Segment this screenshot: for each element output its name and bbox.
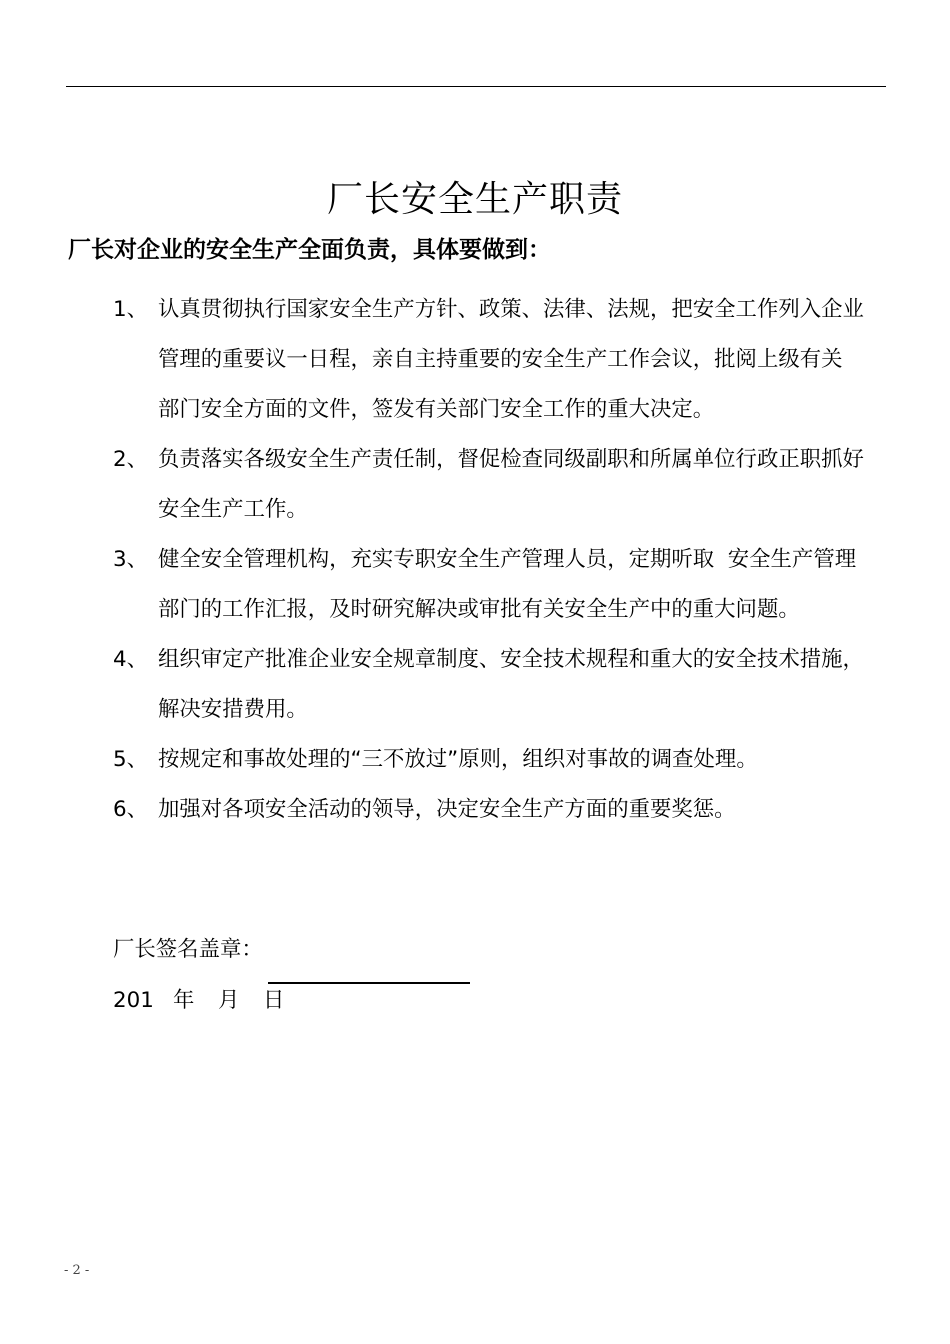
date-day-unit: 日 bbox=[263, 988, 285, 1013]
duty-item-6 bbox=[113, 785, 888, 835]
duty-text-line: 安全生产工作。 bbox=[158, 497, 308, 522]
duty-text-line: 解决安措费用。 bbox=[158, 697, 308, 722]
duty-item-2 bbox=[113, 435, 888, 535]
duty-number: 6、 bbox=[113, 797, 149, 822]
page-number: - 2 - bbox=[64, 1263, 90, 1278]
duty-number: 3、 bbox=[113, 547, 149, 572]
signature-label: 厂长签名盖章： bbox=[113, 937, 263, 962]
duty-text-line: 认真贯彻执行国家安全生产方针、政策、法律、法规，把安全工作列入企业 bbox=[158, 297, 864, 322]
date-row bbox=[113, 983, 284, 1019]
intro-heading: 厂长对企业的安全生产全面负责，具体要做到： bbox=[68, 237, 551, 263]
duty-item-3 bbox=[113, 535, 888, 635]
signature-line bbox=[268, 982, 470, 984]
duty-item-5 bbox=[113, 735, 888, 785]
duty-text-line: 健全安全管理机构，充实专职安全生产管理人员，定期听取 安全生产管理 bbox=[158, 547, 857, 572]
duty-text-line: 管理的重要议一日程，亲自主持重要的安全生产工作会议，批阅上级有关 bbox=[158, 347, 843, 372]
duty-list bbox=[113, 285, 888, 835]
document-title: 厂长安全生产职责 bbox=[326, 179, 623, 221]
duty-item-1 bbox=[113, 285, 888, 435]
date-year: 201 bbox=[113, 988, 154, 1013]
duty-text-line: 加强对各项安全活动的领导，决定安全生产方面的重要奖惩。 bbox=[158, 797, 736, 822]
duty-text-line: 部门安全方面的文件，签发有关部门安全工作的重大决定。 bbox=[158, 397, 715, 422]
duty-number: 5、 bbox=[113, 747, 149, 772]
header-rule bbox=[66, 86, 886, 87]
duty-text-line: 按规定和事故处理的“三不放过”原则，组织对事故的调查处理。 bbox=[158, 747, 758, 772]
duty-text-line: 部门的工作汇报，及时研究解决或审批有关安全生产中的重大问题。 bbox=[158, 597, 800, 622]
date-year-unit: 年 bbox=[173, 988, 195, 1013]
duty-text-line: 组织审定产批准企业安全规章制度、安全技术规程和重大的安全技术措施， bbox=[158, 647, 864, 672]
duty-item-4 bbox=[113, 635, 888, 735]
duty-number: 4、 bbox=[113, 647, 149, 672]
duty-number: 1、 bbox=[113, 297, 149, 322]
duty-number: 2、 bbox=[113, 447, 149, 472]
date-month-unit: 月 bbox=[218, 988, 240, 1013]
duty-text-line: 负责落实各级安全生产责任制，督促检查同级副职和所属单位行政正职抓好 bbox=[158, 447, 864, 472]
